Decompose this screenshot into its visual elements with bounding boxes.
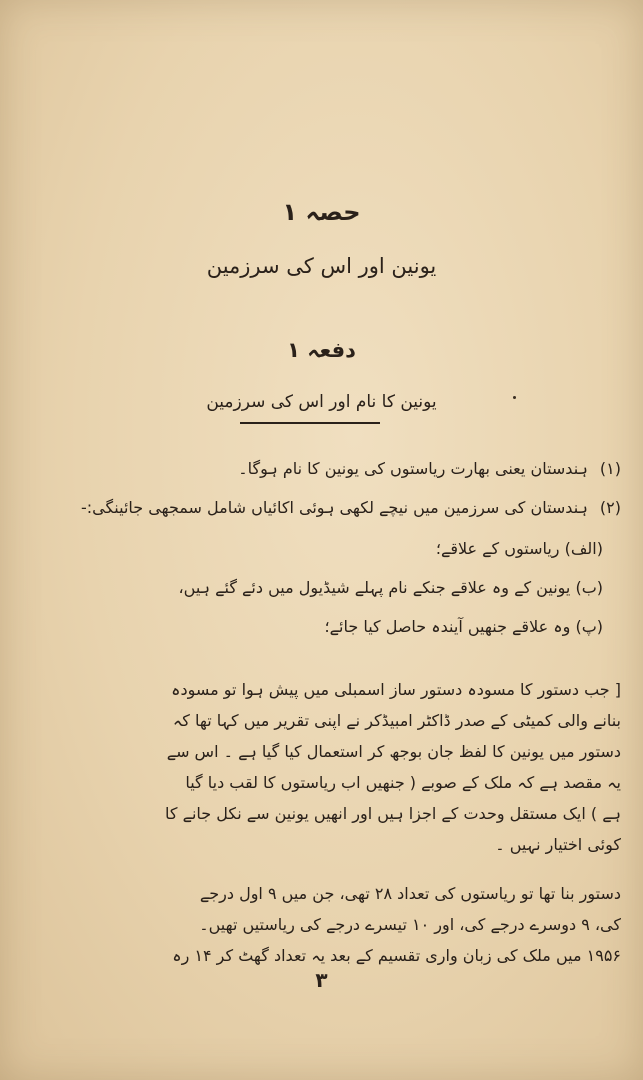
sub-clause-label: (پ) <box>575 617 603 636</box>
note-line: دستور میں یونین کا لفظ جان بوجھ کر استعمال کیا گیا ہے ۔ اس سے <box>166 742 621 761</box>
note-line: [ جب دستور کا مسودہ دستور ساز اسمبلی میں پیش ہوا تو مسودہ <box>171 680 621 699</box>
sub-clause-text: یونین کے وہ علاقے جنکے نام پہلے شیڈیول میں دئے گئے ہیں، <box>178 578 571 597</box>
sub-clause-alif <box>43 538 603 560</box>
history-paragraph <box>23 878 621 971</box>
history-line: ۱۹۵۶ میں ملک کی زبان واری تقسیم کے بعد یہ تعداد گھٹ کر ۱۴ رہ <box>172 946 621 965</box>
heading-underline <box>240 422 380 424</box>
article-title: دفعہ ۱ <box>287 338 356 362</box>
sub-clause-text: وہ علاقے جنھیں آیندہ حاصل کیا جائے؛ <box>324 617 571 636</box>
page-number: ۳ <box>315 968 328 992</box>
sub-clause-label: (ب) <box>575 578 603 597</box>
article-heading: یونین کا نام اور اس کی سرزمین <box>206 392 437 412</box>
part-subtitle: یونین اور اس کی سرزمین <box>206 254 437 278</box>
sub-clause-text: ریاستوں کے علاقے؛ <box>435 539 560 558</box>
clause-number: (۲) <box>599 498 621 517</box>
history-line: دستور بنا تھا تو ریاستوں کی تعداد ۲۸ تھی، جن میں ۹ اول درجے <box>199 884 621 903</box>
ink-speck <box>513 396 516 399</box>
note-line: ہے ) ایک مستقل وحدت کے اجزا ہیں اور انھیں یونین سے نکل جانے کا <box>165 804 621 823</box>
clause-number: (۱) <box>599 459 621 478</box>
clause-text: ہندستان کی سرزمین میں نیچے لکھی ہوئی اکائیاں شامل سمجھی جائینگی:- <box>80 498 588 517</box>
note-line: بنانے والی کمیٹی کے صدر ڈاکٹر امبیڈکر نے اپنی تقریر میں کہا تھا کہ <box>172 711 621 730</box>
sub-clause-pe <box>43 616 603 638</box>
editorial-note <box>23 674 621 860</box>
sub-clause-label: (الف) <box>564 539 603 558</box>
sub-clause-be <box>43 577 603 599</box>
clause-1 <box>16 458 621 480</box>
clause-text: ہندستان یعنی بھارت ریاستوں کی یونین کا نام ہوگا۔ <box>238 459 588 478</box>
note-line: کوئی اختیار نہیں ۔ <box>495 835 621 854</box>
clause-2 <box>16 497 621 519</box>
part-title: حصہ ۱ <box>282 198 361 226</box>
note-line: یہ مقصد ہے کہ ملک کے صوبے ( جنھیں اب ریاستوں کا لقب دیا گیا <box>185 773 621 792</box>
history-line: کی، ۹ دوسرے درجے کی، اور ۱۰ تیسرے درجے کی ریاستیں تھیں۔ <box>199 915 621 934</box>
